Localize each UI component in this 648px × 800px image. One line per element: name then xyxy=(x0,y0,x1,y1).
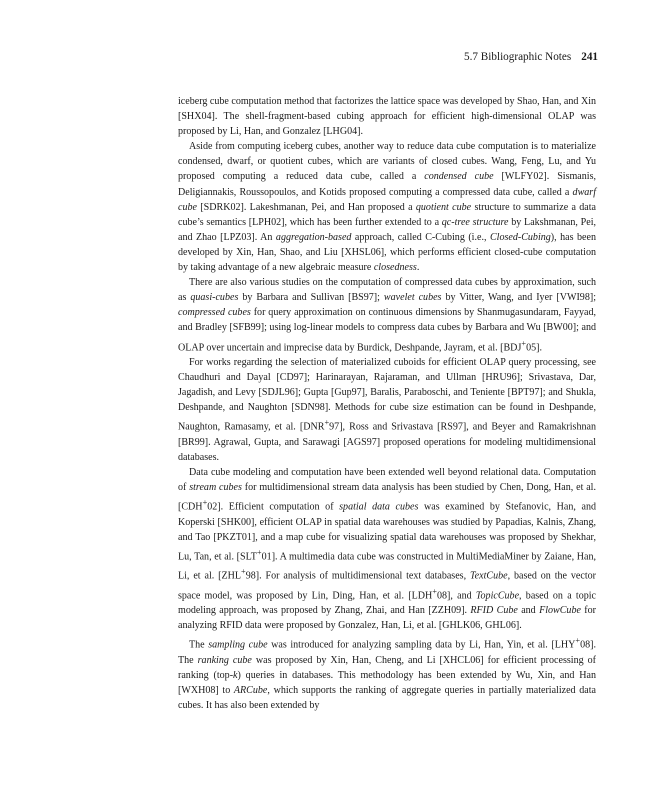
text-run: iceberg cube computation method that factorizes the lattice space was developed by Shao, Han, and Xin [SHX04]. The shell-fragment-based cubing approach for efficient high-dimensional OLAP was proposed by Li, Han, and Gonzalez [LHG04]. xyxy=(178,96,597,138)
italic-term: stream cubes xyxy=(189,482,242,494)
text-run: and xyxy=(517,605,540,617)
text-run: 05]. xyxy=(526,341,542,353)
superscript: + xyxy=(241,567,246,577)
paragraph xyxy=(178,275,596,355)
text-run: ) queries in databases. This methodology has been extended by Wu, Xin, and Han [WXH08] to xyxy=(178,669,596,696)
text-run: Data cube modeling and computation have been extended well beyond relational data. Computation of xyxy=(178,466,596,494)
italic-term: RFID Cube xyxy=(470,605,518,617)
text-run: , based on a topic modeling approach, was proposed by Zhang, Zhai, and Han [ZZH09]. xyxy=(178,589,596,617)
superscript: + xyxy=(521,338,527,348)
paragraph xyxy=(178,465,596,633)
italic-term: wavelet cubes xyxy=(383,292,442,304)
superscript: + xyxy=(256,547,262,557)
italic-term: Closed-Cubing xyxy=(489,231,551,243)
text-run: by Barbara and Sullivan [BS97]; xyxy=(238,292,384,304)
section-title: 5.7 Bibliographic Notes xyxy=(464,51,572,63)
text-run: [WLFY02]. Sismanis, Deligiannakis, Roussopoulos, and Kotids proposed computing a compressed data cube, called a xyxy=(178,171,596,198)
text-run: ), has been developed by Xin, Han, Shao, and Liu [XHSL06], which performs efficient closed-cube computation by taking advantage of a new algebraic measure xyxy=(178,231,596,274)
text-run: [SDRK02]. Lakeshmanan, Pei, and Han proposed a xyxy=(196,201,416,213)
text-run: for query approximation on continuous dimensions by Shanmugasundaram, Fayyad, and Bradley [SFB99]; using log-linear models to compress data cubes by Barbara and Wu [BW00]; and OLAP over uncertain and imprecise data by Burdick, Deshpande, Jayram, et al. [BDJ xyxy=(178,307,596,353)
text-run: , which supports the ranking of aggregate queries in partially materialized data cubes. It has also been extended by xyxy=(178,684,596,711)
paragraph xyxy=(178,139,596,275)
italic-term: FlowCube xyxy=(539,605,581,617)
superscript: + xyxy=(575,636,581,646)
page-number: 241 xyxy=(581,51,598,63)
text-run: , based on the vector space model, was proposed by Lin, Ding, Han, et al. [LDH xyxy=(178,570,596,601)
text-run: 08], and xyxy=(436,589,476,601)
paragraph xyxy=(178,633,596,713)
running-header xyxy=(0,51,598,63)
italic-term: quotient cube xyxy=(415,201,472,213)
paragraph xyxy=(178,94,596,139)
text-run: 02]. Efficient computation of xyxy=(207,501,340,513)
italic-term: ARCube xyxy=(233,684,268,696)
italic-term: qc-tree structure xyxy=(441,216,509,228)
paragraph xyxy=(178,355,596,465)
italic-term: spatial data cubes xyxy=(339,501,419,513)
text-run: for analyzing RFID data were proposed by Gonzalez, Han, Li, et al. [GHLK06, GHL06]. xyxy=(178,605,597,632)
superscript: + xyxy=(432,586,437,596)
text-run: by Vitter, Wang, and Iyer [VWI98]; xyxy=(441,292,596,304)
italic-term: TopicCube xyxy=(475,589,520,601)
text-run: was examined by Stefanovic, Han, and Koperski [SHK00], efficient OLAP in spatial data warehouses was studied by Papadias, Kalnis, Zhang, and Tao [PKZT01], and a map cube for visualizing spatial data warehouses was proposed by Shekhar, Lu, Tan, et al. [SLT xyxy=(178,501,596,563)
text-run: was proposed by Xin, Han, Cheng, and Li [XHCL06] for efficient processing of ranking (top- xyxy=(178,654,596,681)
italic-term: closedness xyxy=(373,262,417,274)
text-run: For works regarding the selection of materialized cuboids for efficient OLAP query processing, see Chaudhuri and Dayal [CD97]; Harinarayan, Rajaraman, and Ullman [HRU96]; Srivastava, Dar, Jagadish, and Levy [SDJL96]; Gupta [Gup97], Baralis, Paraboschi, and Teniente [BPT97]; and Shukla, Deshpande, and Naughton [SDN98]. Methods for cube size estimation can be found in Deshpande, Naughton, Ramasamy, et al. [DNR xyxy=(178,356,596,433)
italic-term: dwarf cube xyxy=(178,186,596,213)
body-text xyxy=(178,94,596,713)
text-run: 01]. A multimedia data cube was constructed in MultiMediaMiner by Zaiane, Han, Li, et al. [ZHL xyxy=(178,551,597,582)
italic-term: quasi-cubes xyxy=(190,292,239,304)
italic-term: k xyxy=(233,669,238,681)
italic-term: sampling cube xyxy=(208,639,268,651)
text-run: 97], Ross and Srivastava [RS97], and Beyer and Ramakrishnan [BR99]. Agrawal, Gupta, and Sarawagi [AGS97] proposed operations for modeling multidimensional databases. xyxy=(178,421,596,463)
text-run: There are also various studies on the computation of compressed data cubes by approximation, such as xyxy=(178,277,596,304)
superscript: + xyxy=(202,498,208,508)
text-run: Aside from computing iceberg cubes, another way to reduce data cube computation is to materialize condensed, dwarf, or quotient cubes, which are variants of closed cubes. Wang, Feng, Lu, and Yu proposed computing a reduced data cube, called a xyxy=(178,141,596,183)
text-run: for multidimensional stream data analysis has been studied by Chen, Dong, Han, et al. [CDH xyxy=(178,482,596,513)
text-run: approach, called C-Cubing (i.e., xyxy=(351,231,490,243)
text-run: . xyxy=(416,262,420,274)
text-run: was introduced for analyzing sampling data by Li, Han, Yin, et al. [LHY xyxy=(267,639,576,651)
italic-term: TextCube xyxy=(470,570,508,582)
italic-term: compressed cubes xyxy=(178,307,251,319)
text-run: structure to summarize a data cube’s semantics [LPH02], which has been further extended to a xyxy=(178,201,597,228)
italic-term: ranking cube xyxy=(197,654,252,666)
superscript: + xyxy=(324,418,330,428)
text-run: 98]. For analysis of multidimensional text databases, xyxy=(245,570,470,582)
text-run: by Lakshmanan, Pei, and Zhao [LPZ03]. An xyxy=(178,216,596,243)
text-run: The xyxy=(189,639,209,651)
italic-term: condensed cube xyxy=(424,171,494,183)
text-run: 08]. The xyxy=(178,639,596,666)
italic-term: aggregation-based xyxy=(275,231,352,243)
